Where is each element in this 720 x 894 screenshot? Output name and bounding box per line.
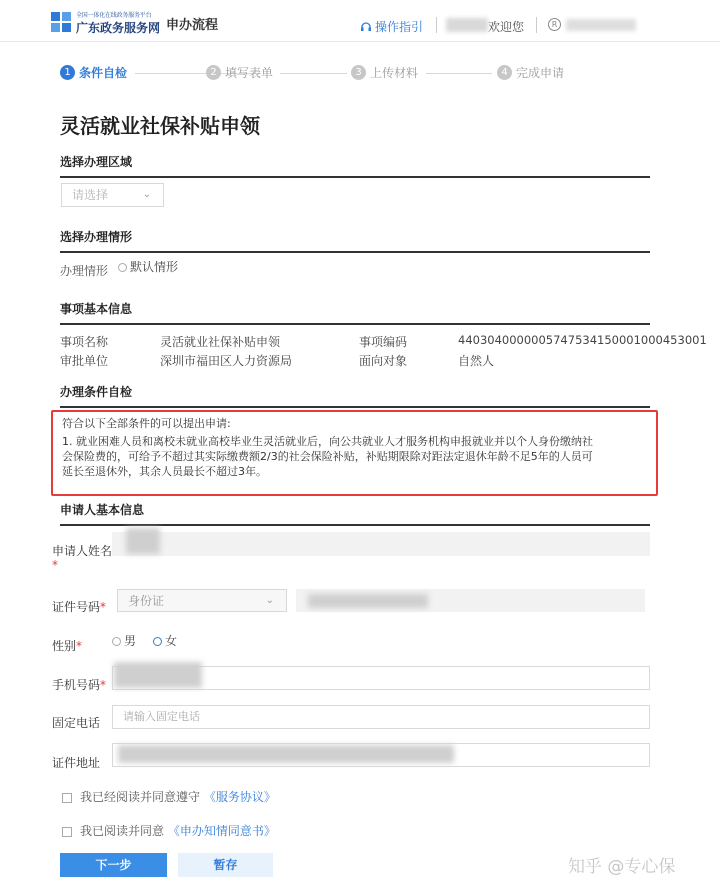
- item-name-label: 事项名称: [60, 335, 109, 349]
- step-number: 4: [497, 65, 512, 80]
- item-name-value: 灵活就业社保补贴申领: [160, 335, 281, 349]
- step-1: [60, 64, 127, 81]
- next-button[interactable]: 下一步: [60, 853, 167, 877]
- headset-icon: [360, 21, 372, 33]
- target-value: 自然人: [458, 354, 495, 368]
- welcome-text: 欢迎您: [488, 20, 525, 34]
- item-code-label: 事项编码: [359, 335, 408, 349]
- step-connector: [280, 73, 347, 74]
- conditions-line: 会保险费的，可给予不超过其实际缴费额2/3的社会保险补贴，补贴期限除对距法定退休年龄不足5年的人员可: [62, 450, 593, 463]
- step-number: 1: [60, 65, 75, 80]
- dept-label: 审批单位: [60, 354, 109, 368]
- user-icon[interactable]: R: [548, 18, 561, 31]
- landline-label: 固定电话: [52, 716, 101, 730]
- blurred-name: [126, 528, 160, 554]
- required-mark: *: [100, 678, 107, 692]
- guide-label: 操作指引: [375, 20, 424, 34]
- agreement-consent[interactable]: [62, 822, 276, 839]
- conditions-line: 1. 就业困难人员和离校未就业高校毕业生灵活就业后，向公共就业人才服务机构申报就业并以个人身份缴纳社: [62, 435, 593, 448]
- logo-subtitle: 全国一体化在线政务服务平台: [76, 12, 152, 19]
- step-2: [206, 64, 273, 81]
- name-input[interactable]: [112, 532, 650, 556]
- blurred-username: [446, 18, 488, 32]
- situation-option[interactable]: [118, 258, 178, 275]
- header-divider: [536, 17, 537, 33]
- situation-label: 办理情形: [60, 264, 109, 278]
- watermark: 知乎 @专心保: [568, 857, 676, 877]
- dept-value: 深圳市福田区人力资源局: [160, 354, 293, 368]
- page-title: 灵活就业社保补贴申领: [60, 114, 260, 138]
- guide-link[interactable]: [360, 18, 423, 35]
- required-mark: *: [52, 558, 58, 572]
- id-label-text: 证件号码: [52, 600, 101, 614]
- region-placeholder: 请选择: [72, 188, 109, 202]
- landline-input[interactable]: [112, 705, 650, 729]
- logo-title[interactable]: 广东政务服务网: [76, 21, 161, 35]
- gov-logo-icon: [50, 11, 72, 33]
- gender-male-label: 男: [124, 634, 137, 648]
- required-mark: *: [76, 639, 83, 653]
- top-header: [0, 0, 720, 42]
- name-label: 申请人姓名: [52, 544, 113, 558]
- landline-placeholder: 请输入固定电话: [123, 710, 200, 723]
- id-type-value: 身份证: [128, 594, 165, 608]
- step-label: 条件自检: [79, 66, 128, 80]
- radio-icon[interactable]: [118, 263, 127, 272]
- section-heading-conditions: 办理条件自检: [60, 383, 650, 408]
- conditions-intro: 符合以下全部条件的可以提出申请:: [62, 417, 231, 430]
- id-type-select[interactable]: [117, 589, 287, 612]
- consent-form-link[interactable]: 《申办知情同意书》: [167, 824, 276, 838]
- region-select[interactable]: [61, 183, 164, 207]
- step-3: [351, 64, 418, 81]
- step-label: 填写表单: [225, 66, 274, 80]
- radio-icon[interactable]: [153, 637, 162, 646]
- gender-female-label: 女: [165, 634, 178, 648]
- target-label: 面向对象: [359, 354, 408, 368]
- progress-steps: [60, 64, 620, 84]
- gender-label: [52, 637, 82, 654]
- item-code-value: 44030400000057475341500010004530​01: [458, 333, 707, 347]
- phone-label: [52, 676, 106, 693]
- agreement-service[interactable]: [62, 788, 276, 805]
- info-row: [60, 333, 108, 350]
- gender-female-option[interactable]: [153, 632, 177, 649]
- conditions-highlight-box: [51, 410, 658, 496]
- chevron-down-icon: ⌄: [265, 595, 274, 606]
- step-number: 2: [206, 65, 221, 80]
- section-heading-applicant: 申请人基本信息: [60, 501, 650, 526]
- step-4: [497, 64, 564, 81]
- section-heading-situation: 选择办理情形: [60, 228, 650, 253]
- required-mark: *: [100, 600, 107, 614]
- agreement-text: 我已经阅读并同意遵守: [80, 790, 201, 804]
- step-connector: [426, 73, 492, 74]
- header-title: 申办流程: [166, 18, 219, 33]
- blurred-id-number: [308, 594, 428, 608]
- step-label: 上传材料: [370, 66, 419, 80]
- checkbox[interactable]: [62, 827, 72, 837]
- section-heading-basic-info: 事项基本信息: [60, 300, 650, 325]
- id-label: [52, 598, 106, 615]
- service-agreement-link[interactable]: 《服务协议》: [203, 790, 276, 804]
- conditions-line: 延长至退休外，其余人员最长不超过3年。: [62, 465, 267, 478]
- blurred-user-menu[interactable]: [566, 19, 636, 31]
- gender-male-option[interactable]: [112, 632, 136, 649]
- address-label: 证件地址: [52, 756, 101, 770]
- blurred-phone: [114, 662, 202, 688]
- radio-icon[interactable]: [112, 637, 121, 646]
- section-heading-region: 选择办理区域: [60, 153, 650, 178]
- checkbox[interactable]: [62, 793, 72, 803]
- agreement-text: 我已阅读并同意: [80, 824, 165, 838]
- situation-option-label: 默认情形: [130, 260, 179, 274]
- save-draft-button[interactable]: 暂存: [178, 853, 273, 877]
- gender-label-text: 性别: [52, 639, 77, 653]
- step-number: 3: [351, 65, 366, 80]
- header-divider: [436, 17, 437, 33]
- phone-label-text: 手机号码: [52, 678, 101, 692]
- blurred-address: [118, 745, 454, 763]
- step-label: 完成申请: [516, 66, 565, 80]
- chevron-down-icon: ⌄: [142, 189, 151, 200]
